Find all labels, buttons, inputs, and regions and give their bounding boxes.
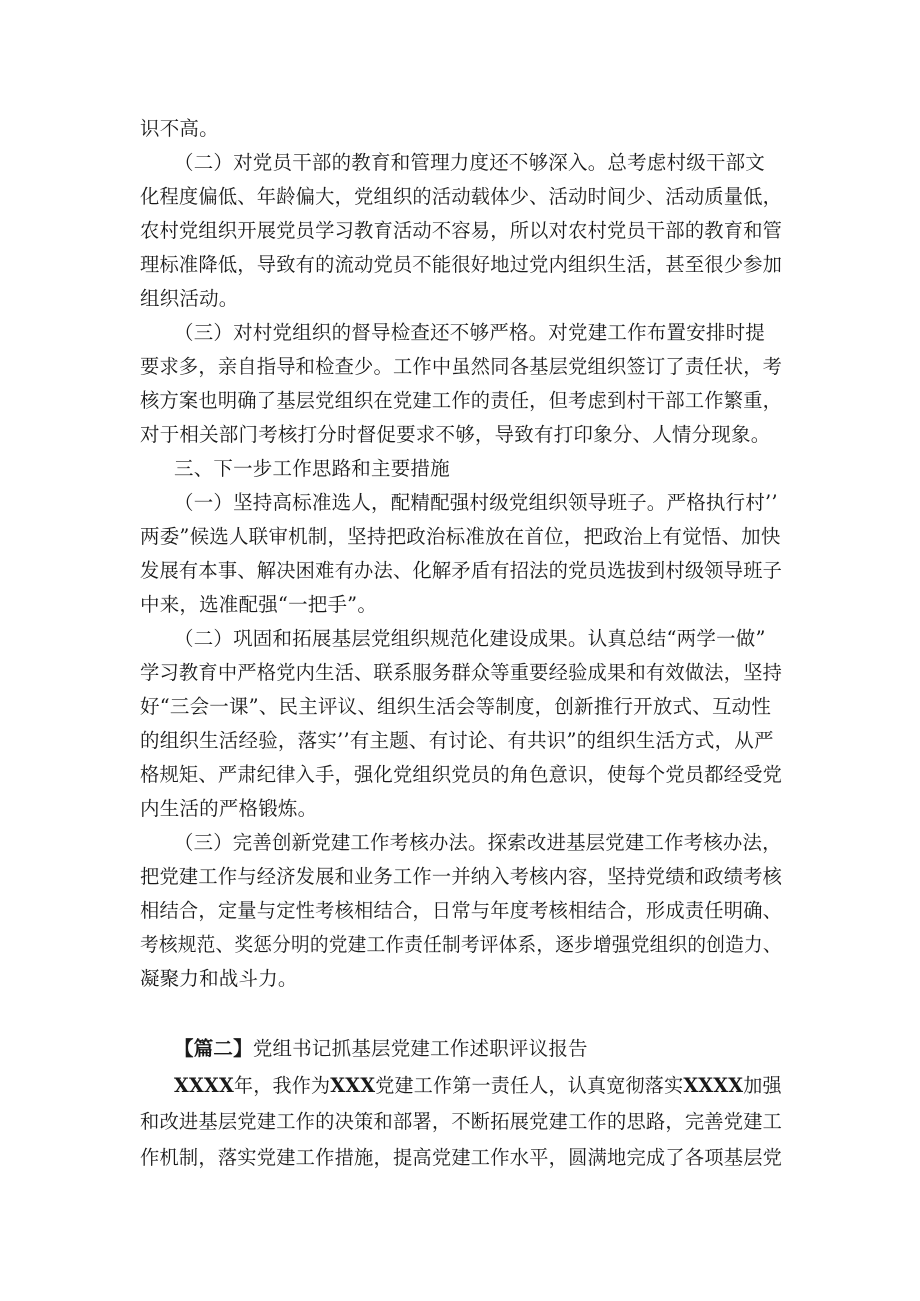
text-line: 识不高。	[140, 117, 219, 140]
text-line: 中来，选准配强“一把手”。	[140, 593, 378, 616]
text-line: 核方案也明确了基层党组织在党建工作的责任，但考虑到村干部工作繁重，	[140, 389, 783, 412]
text-line: 和改进基层党建工作的决策和部署，不断拓展党建工作的思路，完善党建工	[140, 1110, 783, 1133]
placeholder-unit: XXX	[330, 1074, 376, 1097]
text-line: 两委”候选人联审机制，坚持把政治标准放在首位，把政治上有觉悟、加快	[140, 525, 781, 548]
text-line: 组织活动。	[140, 287, 239, 310]
text-line: （二）对党员干部的教育和管理力度还不够深入。总考虑村级干部文	[174, 151, 766, 174]
text-line: 农村党组织开展党员学习教育活动不容易，所以对农村党员干部的教育和管	[140, 219, 783, 242]
text-fragment: 年，我作为	[233, 1074, 331, 1097]
text-line: 理标准降低，导致有的流动党员不能很好地过党内组织生活，甚至很少参加	[140, 253, 783, 276]
text-line	[174, 1073, 782, 1099]
text-line: 化程度偏低、年龄偏大，党组织的活动载体少、活动时间少、活动质量低，	[140, 185, 783, 208]
text-line: 内生活的严格锻炼。	[140, 797, 318, 820]
text-line: 相结合，定量与定性考核相结合，日常与年度考核相结合，形成责任明确、	[140, 899, 783, 922]
text-line: 发展有本事、解决困难有办法、化解矛盾有招法的党员选拔到村级领导班子	[140, 559, 783, 582]
section-title-bracket: 【篇二】	[174, 1037, 253, 1060]
text-line: 的组织生活经验，落实’’有主题、有讨论、有共识”的组织生活方式，从严	[140, 729, 774, 752]
section-heading: 三、下一步工作思路和主要措施	[174, 457, 450, 480]
text-line: 学习教育中严格党内生活、联系服务群众等重要经验成果和有效做法，坚持	[140, 661, 783, 684]
text-line: （三）对村党组织的督导检查还不够严格。对党建工作布置安排时提	[174, 321, 766, 344]
text-line: 对于相关部门考核打分时督促要求不够，导致有打印象分、人情分现象。	[140, 423, 771, 446]
text-line: 考核规范、奖惩分明的党建工作责任制考评体系，逐步增强党组织的创造力、	[140, 933, 782, 956]
text-line: 凝聚力和战斗力。	[140, 967, 298, 990]
text-line: 好“三会一课”、民主评议、组织生活会等制度，创新推行开放式、互动性	[140, 695, 772, 718]
placeholder-org: XXXX	[683, 1074, 744, 1097]
text-line: 把党建工作与经济发展和业务工作一并纳入考核内容，坚持党绩和政绩考核	[140, 865, 783, 888]
text-fragment: 加强	[743, 1074, 782, 1097]
section-title-text: 党组书记抓基层党建工作述职评议报告	[252, 1037, 588, 1060]
text-line: （二）巩固和拓展基层党组织规范化建设成果。认真总结“两学一做”	[174, 627, 766, 650]
text-line: 格规矩、严肃纪律入手，强化党组织党员的角色意识，使每个党员都经受党	[140, 763, 783, 786]
text-line: （一）坚持高标准选人，配精配强村级党组织领导班子。严格执行村’’	[174, 491, 778, 514]
placeholder-year: XXXX	[174, 1074, 234, 1097]
text-fragment: 党建工作第一责任人，认真宽彻落实	[375, 1074, 684, 1097]
text-line: 要求多，亲自指导和检查少。工作中虽然同各基层党组织签订了责任状，考	[140, 355, 783, 378]
text-line: 作机制，落实党建工作措施，提高党建工作水平，圆满地完成了各项基层党	[140, 1146, 783, 1169]
section-title	[174, 1036, 588, 1062]
text-line: （三）完善创新党建工作考核办法。探索改进基层党建工作考核办法，	[174, 831, 782, 854]
